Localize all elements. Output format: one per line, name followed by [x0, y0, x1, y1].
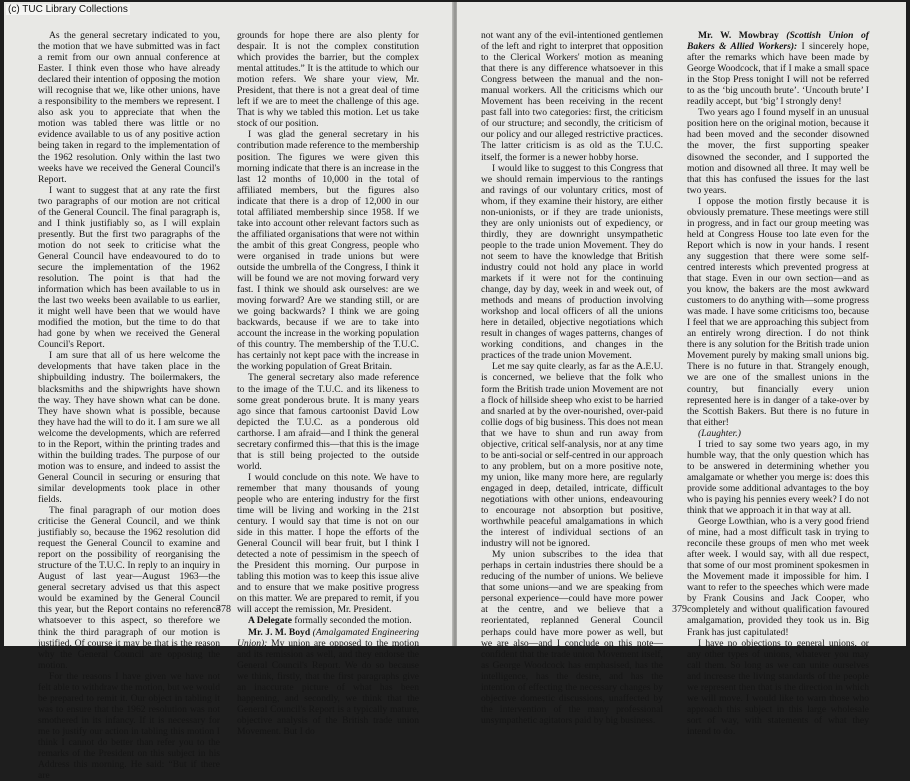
paragraph: Let me say quite clearly, as far as the A.E.U. is concerned, we believe that the folk who form the British trade union Movement are not a flock of hillside sheep who exist to be harried and snarled at by the over-nourished, over-paid collie dogs of big business. This does not mean that we have to shun and run away from objective, critical self-analysis, nor at any time to be anti-social or self-centred in our approach to any problem, but on a more positive note, my union, like many more here, are regularly engaged in deep, detailed, intricate, difficult negotiations with other unions, endeavouring to encourage not absorption but positive, worthwhile peaceful amalgamations in which the interest of individual sections of an industry will not be ignored. [481, 361, 663, 550]
speaker-union: (Scottish Union of Bakers & Allied Workers): [687, 30, 869, 53]
speaker-union: (Amalgamated Engineering Union): [237, 626, 419, 649]
laughter-note: (Laughter.) [698, 427, 741, 439]
speaker-text: I sincerely hope, after the remarks which have been made by George Woodcock, that if I make a small space in the Stop Press tonight I will not be referred to as the ‘big uncouth brute’. ‘Uncouth brute’ I readily accept, but ‘big’ I strongly deny! [687, 41, 869, 108]
watermark: (c) TUC Library Collections [8, 4, 128, 15]
paragraph: My union subscribes to the idea that perhaps in certain industries there should be a reducing of the number of unions. We believe that some unions—and we are speaking from personal experience—could have more power at the centre, and we believe that a reorientated, replanned General Council perhaps could have more power as well, but we are also—and I conclude on this note—confident that the trade union Movement itself, as George Woodcock has emphasised, has the intelligence, has the desire, and has the intention of effecting the necessary changes by objective domestic discussions, unaffected by the intervention of the many professional unsympathetic agitators paid by big business. [481, 549, 663, 726]
right-column-2 [687, 30, 869, 737]
seconder-paragraph [237, 615, 419, 626]
speaker-name: Mr. J. M. Boyd [248, 626, 311, 638]
paragraph: Two years ago I found myself in an unusual position here on the original motion, because it had been moved and the seconder disowned the mover, the first supporting speaker disowned the seconder, and I supported the motion and disowned all three. It may well be that this has confused the issues for the last two years. [687, 107, 869, 196]
paragraph: George Lowthian, who is a very good friend of mine, had a most difficult task in trying to reconcile these groups of men who met week after week. I would say, with all due respect, that some of our most prominent spokesmen in the Movement made it impossible for him. I want to refer to the speeches which were made by Frank Cousins and Jack Cooper, who completely and without qualification favoured amalgamation, provided they took us in. Big Frank has just capitulated! [687, 516, 869, 638]
speaker-name: Mr. W. Mowbray [698, 30, 779, 41]
paragraph: I want to suggest that at any rate the first two paragraphs of our motion are not critical of the General Council. The final paragraph is, and I think justifiably so, as I will explain presently. But the first two paragraphs of the motion do not seek to criticise what the General Council have endeavoured to do to secure the implementation of the 1962 resolution. The point is that had the information which has been available to us in the last two weeks been available to us earlier, it might well have been that we would have modified the motion, but the time to do that had gone by when we received the General Council's Report. [38, 184, 220, 351]
paragraph: I would like to suggest to this Congress that we should remain impervious to the rantings and ravings of our voluntary critics, most of whom, if they examine their history, are either non-unionists, or if they are trade unionists, they are only unionists out of expediency, or thirdly, they are downright unsympathetic people to the trade union Movement. They do not seem to have the knowledge that British industry could not hold any place in world markets if it were not for the continuing change, day by day, week in and week out, of methods and means of production involving workshop and local officers of all the unions here in detailed, objective negotiations which result in changes of wages patterns, changes of working conditions, and changes in the practices of the trade union Movement. [481, 162, 663, 362]
paragraph: not want any of the evil-intentioned gentlemen of the left and right to interpret that opposition to the Clerical Workers' motion as meaning that there is any difference whatsoever in this Congress between the manual and the non-manual workers. All the criticisms which our Movement has been receiving in the recent past fall into two categories: first, the criticism of our structure; and secondly, the criticism of our policy and our alleged restrictive practices. The latter criticism is as old as the T.U.C. itself, the former is a newer hobby horse. [481, 30, 663, 163]
paragraph: I oppose the motion firstly because it is obviously premature. These meetings were still in progress, and in fact our group meeting was held at Congress House too late even for the Report which is now in your hands. I resent any suggestion that there were some self-centred interests which prevented progress at that stage. Even in our own section—and as you know, the bakers are the most awkward customers to do anything with—some progress was made. I have some criticisms too, because I feel that we are approaching this subject from an entirely wrong direction. I do not think there is any solution for the British trade union Movement purely by making small unions big. There is no future in that. Strangely enough, we are one of the smallest unions in the country, but financially every union represented here is in danger of a take-over by the Scottish Bakers. But there is no future in that either! [687, 195, 869, 428]
speaker-text: My union are opposed to the motion and its remission as well, and they endorse the General Council's Report. We do so because we think, firstly, that the first paragraphs give an inaccurate picture of what has been happening, and secondly, we think that the General Council's Report is a typically mature, objective analysis of the British trade union Movement. But I do [237, 637, 420, 737]
book-spread [4, 2, 906, 781]
page-right [457, 2, 906, 737]
left-column-1 [38, 30, 220, 781]
paragraph: I have no objections to general unions, or any other types of unions, whatever you may call them. So long as we can unite ourselves and increase the living standards of the people we represent then that is the direction in which we will move. I would like to warn those who approach this subject in this large wholesale sort of way, with statements of what they intend to do. [687, 637, 869, 737]
page-number: 379 [672, 604, 687, 615]
seconder-text: formally seconded the motion. [294, 615, 412, 627]
paragraph: I was glad the general secretary in his contribution made reference to the membership position. The figures we were given this morning indicate that there is an increase in the last 12 months of 10,000 in the total of affiliated members, but the figures also indicate that there is a drop of 12,000 in our total affiliated membership since 1958. If we take into account other relevant factors such as the affiliated organisations that were not within the ambit of this great Congress, people who were organised in trade unions but were outside the umbrella of the Congress, I think it will be found we are not moving forward very fast. I think we should ask ourselves: are we moving forward? Are we standing still, or are we going backwards? I think we are going backwards, because if we are to take into account the increase in the working population of this country. The membership of the T.U.C. has certainly not kept pace with the increase in the working population of Great Britain. [237, 129, 419, 373]
page-number: 378 [216, 604, 231, 615]
paragraph: For the reasons I have given we have not felt able to withdraw the motion, but we would be prepared to remit it. Our object in tabling it was to ensure that the 1962 resolution was not smothered in its infancy. If it is necessary for me to justify our action in tabling this motion I think I cannot do better than refer you to the remarks of the President on this subject in his Address this morning. He said: “But if there are [38, 670, 220, 781]
paragraph: I am sure that all of us here welcome the developments that have taken place in the shipbuilding industry. The boilermakers, the blacksmiths and the shipwrights have shown the way. They have shown what can be done. They have shown what is possible, because they have had the will to do it. I am sure we all welcome the developments, which are referred to in the Report, within the printing trades and within the building trades. The purpose of our motion was to ensure, and indeed to assist the General Council in securing or ensuring that similar developments took place in other fields. [38, 350, 220, 505]
right-column-1 [481, 30, 663, 726]
speaker-paragraph [237, 627, 419, 737]
paragraph: As the general secretary indicated to you, the motion that we have submitted was in fact a remit from our own annual conference at Easter. I think even those who have already declared their intention of opposing the motion will recognise that we, like other unions, have a responsibility to the members we represent. I also ask you to appreciate that when the motion was tabled there was little or no evidence available to us of any positive action being taken in regard to the implementation of the 1962 resolution. Only within the last two weeks have we received the General Council's Report. [38, 30, 220, 185]
paragraph: I would conclude on this note. We have to remember that many thousands of young people who are entering industry for the first time will be living and working in the 21st century. I would say that time is not on our side in this matter. I hope the efforts of the General Council will bear fruit, but I think I detected a note of pessimism in the speech of the President this morning. Our purpose in tabling this motion was to keep this issue alive and to ensure that we make positive progress on this matter. We are prepared to remit, if you will accept the remission, Mr. President. [237, 471, 419, 616]
paragraph: I tried to say some two years ago, in my humble way, that the only question which has to be answered in determining whether you amalgamate or whether you merge is: does this provide some additional advantages to the boy who is paying his pennies every week? I do not think that we approach it in that way at all. [687, 438, 869, 517]
page-left [4, 2, 453, 781]
left-column-2 [237, 30, 420, 737]
paragraph: grounds for hope there are also plenty for despair. It is not the complex constitution which provides the barrier, but the complex mental attitudes.” It is the attitude to which our motion refers. We share your view, Mr. President, that there is not a great deal of time left if we are to meet the challenge of this age. That is why we tabled this motion. Let us take stock of our position. [237, 30, 419, 130]
paragraph: The general secretary also made reference to the image of the T.U.C. and its likeness to some great ponderous brute. It is many years ago since that famous cartoonist David Low depicted the T.U.C. as a ponderous old carthorse. I am afraid—and I think the general secretary confirmed this—that this is the image that is still being projected to the outside world. [237, 372, 419, 472]
paragraph: The final paragraph of our motion does criticise the General Council, and we think justifiably so, because the 1962 resolution did request the General Council to examine and report on the possibility of reorganising the structure of the T.U.C. In reply to an inquiry in August of last year—August 1963—the general secretary advised us that this aspect would be examined by the General Council this year, but the Report contains no reference whatsoever to this aspect, so therefore we think the third paragraph of our motion is justified. Of course it may be that is the reason why the General Council are opposing the motion. [38, 505, 220, 671]
speaker-paragraph [687, 30, 869, 107]
speaker-name: A Delegate [248, 615, 292, 627]
